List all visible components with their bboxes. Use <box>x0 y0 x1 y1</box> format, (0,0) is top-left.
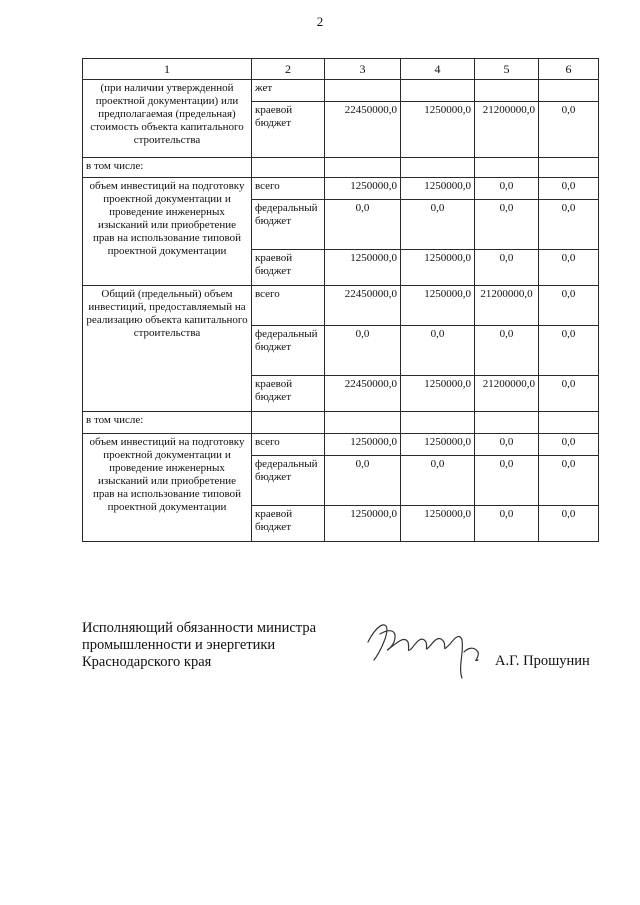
column-header: 3 <box>325 59 401 80</box>
cell-value: 0,0 <box>475 250 539 286</box>
cell-value: 21200000,0 <box>475 102 539 158</box>
table-row <box>83 412 599 434</box>
position-line: промышленности и энергетики <box>82 637 276 653</box>
row-description: объем инвестиций на подготовку проектной документации и проведение инженерных изысканий или приобретение прав на использование типовой проектной документации <box>83 178 252 286</box>
cell-value: 0,0 <box>539 506 599 542</box>
cell-value: 0,0 <box>401 456 475 506</box>
cell-value: 0,0 <box>539 434 599 456</box>
budget-type: федеральный бюджет <box>252 326 325 376</box>
column-header: 4 <box>401 59 475 80</box>
row-description: (при наличии утвержденной проектной документации) или предполагаемая (предельная) стоимость объекта капитального строительства <box>83 80 252 158</box>
cell-value: 1250000,0 <box>401 178 475 200</box>
signer-name: А.Г. Прошунин <box>495 653 590 669</box>
cell-value: 22450000,0 <box>325 376 401 412</box>
column-header: 5 <box>475 59 539 80</box>
cell-value: 0,0 <box>539 250 599 286</box>
table-row <box>83 434 599 456</box>
cell-value: 0,0 <box>539 200 599 250</box>
budget-type: всего <box>252 434 325 456</box>
budget-type: всего <box>252 178 325 200</box>
table-header-row <box>83 59 599 80</box>
page-number: 2 <box>316 14 324 29</box>
cell-value: 0,0 <box>475 456 539 506</box>
cell-value: 0,0 <box>475 200 539 250</box>
cell-value: 1250000,0 <box>401 376 475 412</box>
budget-type: федеральный бюджет <box>252 456 325 506</box>
cell-value: 0,0 <box>539 178 599 200</box>
table-row <box>83 178 599 200</box>
table-row <box>83 158 599 178</box>
cell-value: 0,0 <box>539 326 599 376</box>
cell-value: 0,0 <box>401 200 475 250</box>
cell-value: 1250000,0 <box>401 250 475 286</box>
handwritten-signature <box>360 612 490 687</box>
row-description: в том числе: <box>83 412 252 434</box>
cell-value: 1250000,0 <box>325 250 401 286</box>
signatory-position <box>82 620 342 671</box>
budget-type: всего <box>252 286 325 326</box>
cell-value: 1250000,0 <box>325 434 401 456</box>
position-line: Краснодарского края <box>82 654 212 670</box>
cell-value: 0,0 <box>539 456 599 506</box>
investment-table <box>82 58 599 542</box>
cell-value: 1250000,0 <box>325 506 401 542</box>
budget-type: краевой бюджет <box>252 250 325 286</box>
cell-value: 0,0 <box>475 434 539 456</box>
budget-type: краевой бюджет <box>252 376 325 412</box>
cell-value: 0,0 <box>325 456 401 506</box>
cell-value: 21200000,0 <box>475 286 539 326</box>
cell-value: 1250000,0 <box>401 506 475 542</box>
cell-value: 1250000,0 <box>401 102 475 158</box>
cell-value <box>325 80 401 102</box>
budget-type: жет <box>252 80 325 102</box>
budget-type: краевой бюджет <box>252 102 325 158</box>
cell-value: 22450000,0 <box>325 102 401 158</box>
cell-value: 0,0 <box>475 506 539 542</box>
cell-value <box>539 80 599 102</box>
cell-value: 0,0 <box>539 286 599 326</box>
cell-value: 0,0 <box>325 326 401 376</box>
cell-value: 0,0 <box>475 178 539 200</box>
budget-type: федеральный бюджет <box>252 200 325 250</box>
cell-value: 22450000,0 <box>325 286 401 326</box>
cell-value <box>401 80 475 102</box>
table-row <box>83 286 599 326</box>
cell-value: 1250000,0 <box>401 434 475 456</box>
row-description: объем инвестиций на подготовку проектной документации и проведение инженерных изысканий или приобретение прав на использование типовой проектной документации <box>83 434 252 542</box>
cell-value: 1250000,0 <box>401 286 475 326</box>
cell-value: 21200000,0 <box>475 376 539 412</box>
column-header: 6 <box>539 59 599 80</box>
position-line: Исполняющий обязанности министра <box>82 620 317 636</box>
cell-value: 0,0 <box>401 326 475 376</box>
cell-value: 0,0 <box>539 102 599 158</box>
cell-value: 0,0 <box>475 326 539 376</box>
cell-value <box>475 80 539 102</box>
table-row <box>83 80 599 102</box>
column-header: 1 <box>83 59 252 80</box>
row-description: в том числе: <box>83 158 252 178</box>
row-description: Общий (предельный) объем инвестиций, предоставляемый на реализацию объекта капитального строительства <box>83 286 252 412</box>
budget-type: краевой бюджет <box>252 506 325 542</box>
cell-value: 0,0 <box>539 376 599 412</box>
cell-value: 1250000,0 <box>325 178 401 200</box>
column-header: 2 <box>252 59 325 80</box>
cell-value: 0,0 <box>325 200 401 250</box>
